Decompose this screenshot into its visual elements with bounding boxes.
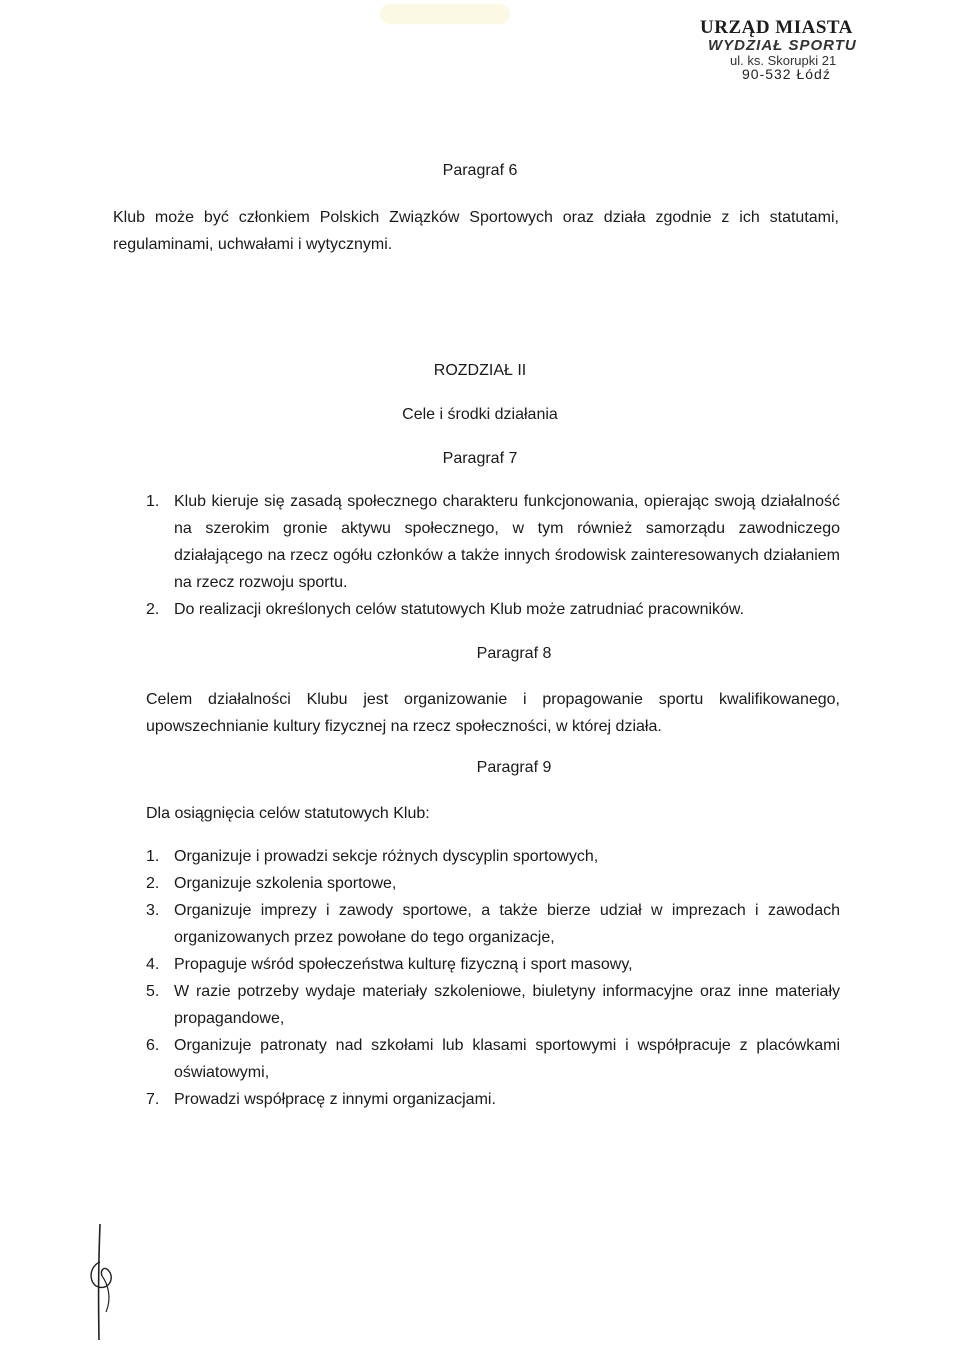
scan-smudge [380,4,510,24]
list-item-number: 3. [146,902,160,919]
list-item [146,978,840,1032]
list-item-text: W razie potrzeby wydaje materiały szkoleniowe, biuletyny informacyjne oraz inne materiały propagandowe, [174,983,840,1027]
chapter-subtitle: Cele i środki działania [402,406,558,423]
list-item-number: 4. [146,956,160,973]
list-item-text: Organizuje szkolenia sportowe, [174,875,397,892]
list-item-text: Organizuje i prowadzi sekcje różnych dyscyplin sportowych, [174,848,599,865]
paragraph-9-intro: Dla osiągnięcia celów statutowych Klub: [146,805,430,822]
handwritten-signature [86,1222,136,1342]
list-item-number: 2. [146,601,160,618]
paragraph-8-heading: Paragraf 8 [476,645,552,662]
list-item [146,596,840,623]
stamp-line-department: WYDZIAŁ SPORTU [708,36,857,54]
list-item-number: 1. [146,848,160,865]
office-stamp [700,18,900,82]
paragraph-9-heading: Paragraf 9 [476,759,552,776]
list-item-text: Propaguje wśród społeczeństwa kulturę fizyczną i sport masowy, [174,956,633,973]
paragraph-9-list [146,843,840,1113]
list-item [146,843,840,870]
list-item-number: 1. [146,493,160,510]
chapter-title: ROZDZIAŁ II [433,362,527,379]
paragraph-7-heading: Paragraf 7 [442,450,518,467]
paragraph-8-text: Celem działalności Klubu jest organizowanie i propagowanie sportu kwalifikowanego, upowszechnianie kultury fizycznej na rzecz społeczności, w której działa. [146,691,840,735]
list-item-number: 6. [146,1037,160,1054]
list-item-text: Klub kieruje się zasadą społecznego charakteru funkcjonowania, opierając swoją działalność na szerokim gronie aktywu społecznego, w tym również samorządu zawodniczego działającego na rzecz ogółu członków a także innych środowisk zainteresowanych działaniem na rzecz rozwoju sportu. [174,493,840,591]
list-item [146,1032,840,1086]
stamp-line-office: URZĄD MIASTA [700,17,853,38]
list-item [146,488,840,596]
list-item [146,1086,840,1113]
list-item [146,951,840,978]
paragraph-6-text: Klub może być członkiem Polskich Związków Sportowych oraz działa zgodnie z ich statutami, regulaminami, uchwałami i wytycznymi. [113,209,839,253]
list-item-number: 2. [146,875,160,892]
list-item-text: Organizuje imprezy i zawody sportowe, a także bierze udział w imprezach i zawodach organizowanych przez powołane do tego organizacje, [174,902,840,946]
paragraph-7-list [146,488,840,623]
list-item [146,897,840,951]
list-item [146,870,840,897]
list-item-number: 5. [146,983,160,1000]
list-item-text: Organizuje patronaty nad szkołami lub klasami sportowymi i współpracuje z placówkami oświatowymi, [174,1037,840,1081]
stamp-line-street: ul. ks. Skorupki 21 [730,52,837,68]
stamp-line-city: 90-532 Łódź [742,66,831,83]
list-item-text: Prowadzi współpracę z innymi organizacjami. [174,1091,496,1108]
paragraph-6-heading: Paragraf 6 [442,162,518,179]
list-item-number: 7. [146,1091,160,1108]
list-item-text: Do realizacji określonych celów statutowych Klub może zatrudniać pracowników. [174,601,745,618]
